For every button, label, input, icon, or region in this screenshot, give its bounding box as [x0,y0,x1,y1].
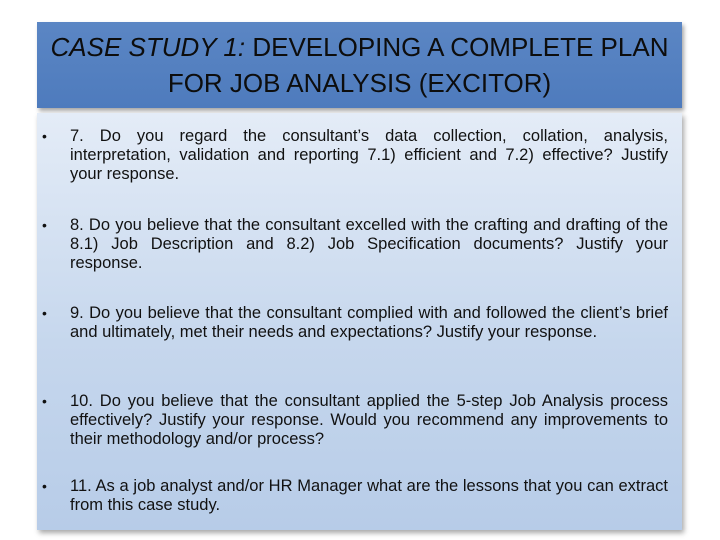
slide-title-rest: DEVELOPING A COMPLETE PLAN [245,32,669,62]
bullet-icon: • [42,393,47,409]
slide-title-line1 [51,29,669,65]
slide-title-banner [37,22,682,108]
question-11-text: 11. As a job analyst and/or HR Manager what are the lessons that you can extract from this case study. [70,477,668,514]
bullet-icon: • [42,217,47,233]
slide-title-italic: CASE STUDY 1: [50,32,246,62]
slide-title-line2: FOR JOB ANALYSIS (EXCITOR) [167,68,552,98]
question-10-text: 10. Do you believe that the consultant applied the 5-step Job Analysis process effectively? Justify your response. Would you recommend any improvements to their methodology and/or process? [70,392,668,448]
question-8-text: 8. Do you believe that the consultant excelled with the crafting and drafting of the 8.1) Job Description and 8.2) Job Specification documents? Justify your response. [70,216,668,272]
bullet-icon: • [42,478,47,494]
bullet-icon: • [42,305,47,321]
question-9-text: 9. Do you believe that the consultant complied with and followed the client’s brief and ultimately, met their needs and expectations? Justify your response. [70,304,668,341]
question-7-text: 7. Do you regard the consultant’s data collection, collation, analysis, interpretation, validation and reporting 7.1) efficient and 7.2) effective? Justify your response. [70,127,668,183]
bullet-icon: • [42,128,47,144]
slide-content-panel [37,113,682,530]
